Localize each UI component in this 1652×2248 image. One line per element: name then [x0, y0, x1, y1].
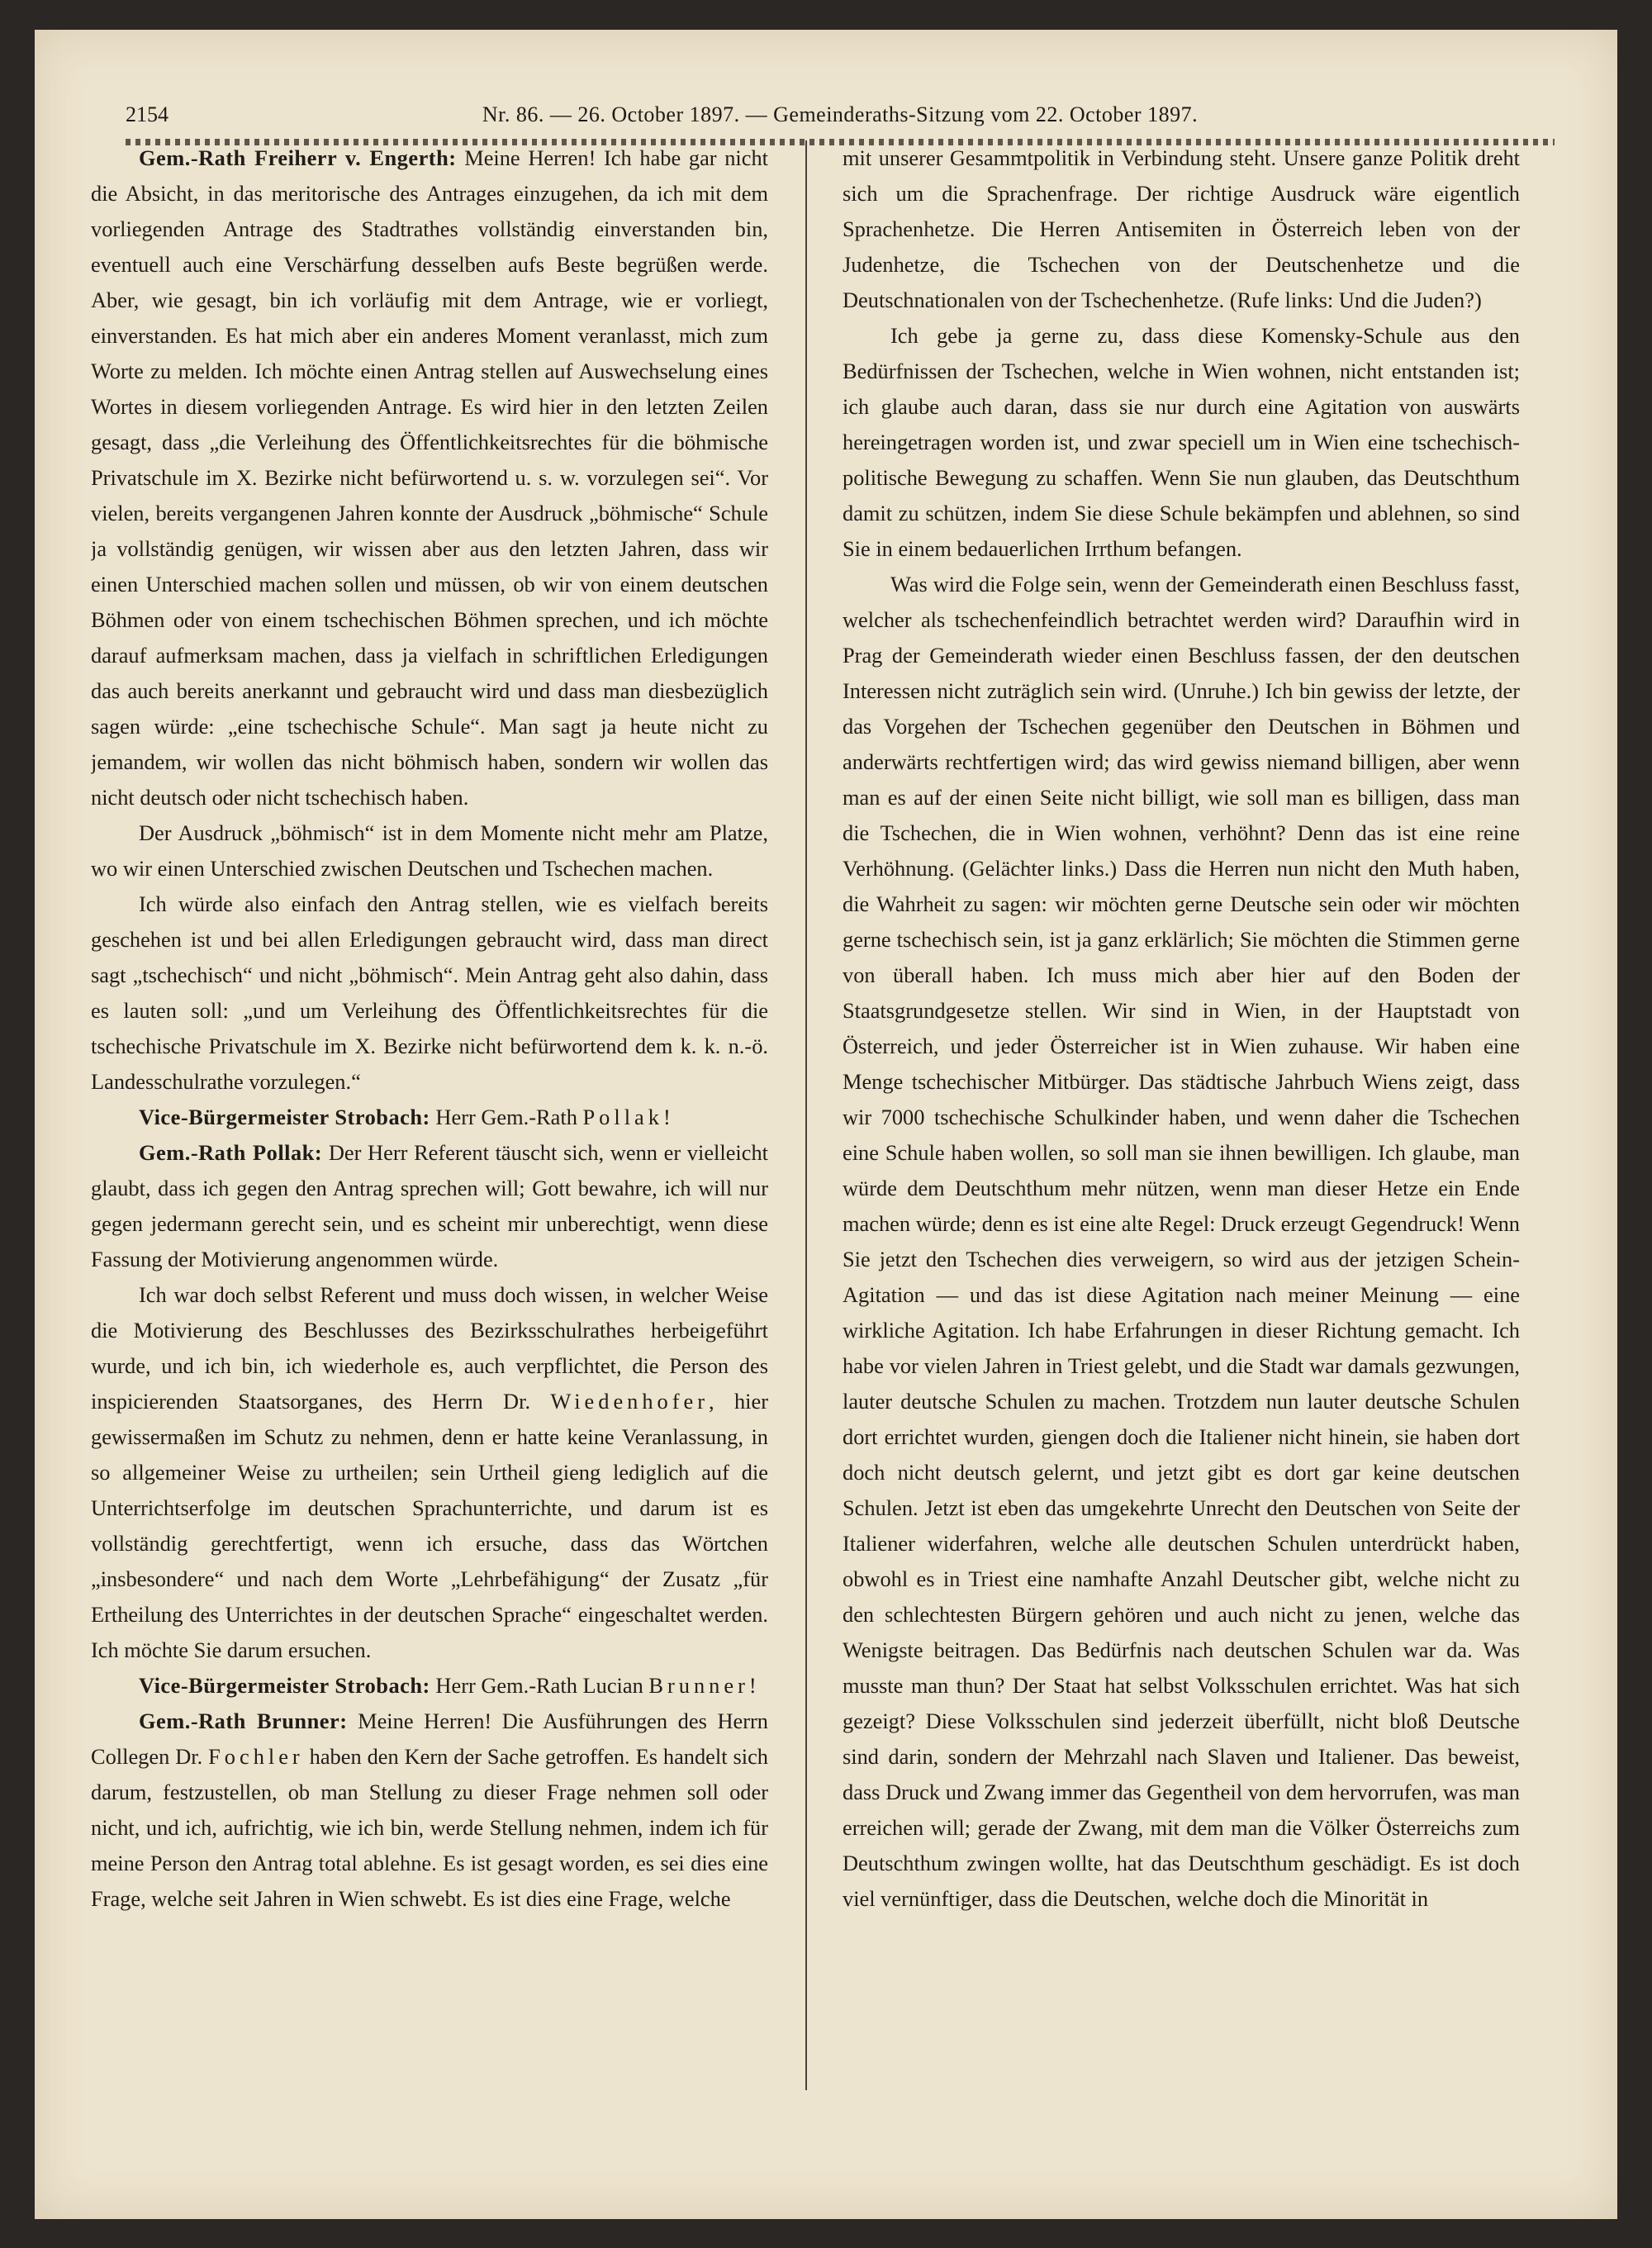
running-title: Nr. 86. — 26. October 1897. — Gemeinderaths-Sitzung vom 22. October 1897. — [482, 102, 1199, 126]
speaker-name: Gem.-Rath Brunner: — [139, 1709, 348, 1733]
paragraph-text: Der Herr Referent täuscht sich, wenn er vielleicht glaubt, dass ich gegen den Antrag sprechen will; Gott bewahre, ich will nur gegen jedermann gerecht sein, und es scheint mir unberechtigt, wenn diese Fassung der Motivierung angenommen würde. — [91, 1140, 768, 1271]
paragraph-text: Herr Gem.-Rath Lucian — [430, 1673, 649, 1698]
paragraph-komensky: Ich gebe ja gerne zu, dass diese Komensky-Schule aus den Bedürfnissen der Tschechen, welche in Wien wohnen, nicht entstanden ist; ich glaube auch daran, dass sie nur durch eine Agitation von auswärts hereingetragen worden ist, und zwar speciell um in Wien eine tschechisch-politische Bewegung zu schaffen. Wenn Sie nun glauben, das Deutschthum damit zu schützen, indem Sie diese Schule bekämpfen und ablehnen, so sind Sie in einem bedauerlichen Irrthum befangen. — [843, 323, 1520, 561]
column-divider — [805, 140, 807, 2090]
paragraph-text: haben den Kern der Sache getroffen. Es handelt sich darum, festzustellen, ob man Stellung zu dieser Frage nehmen soll oder nicht, und ich, aufrichtig, wie ich bin, werde Stellung nehmen, indem ich für meine Person den Antrag total ablehne. Es ist gesagt worden, es sei dies eine Frage, welche seit Jahren in Wien schwebt. Es ist dies eine Frage, welche — [91, 1744, 768, 1911]
paragraph-text: , hier gewissermaßen im Schutz zu nehmen, denn er hatte keine Veranlassung, in so allgemeiner Weise zu urtheilen; sein Urtheil gieng lediglich auf die Unterrichtserfolge im deutschen Sprachunterrichte, und darum ist es vollständig gerechtfertigt, wenn ich ersuche, dass das Wörtchen „insbesondere“ und nach dem Worte „Lehrbefähigung“ der Zusatz „für Ertheilung des Unterrichtes in der deutschen Sprache“ eingeschaltet werden. Ich möchte Sie darum ersuchen. — [91, 1389, 768, 1662]
paragraph-engerth — [91, 140, 768, 815]
spaced-name: Brunner! — [648, 1673, 761, 1698]
paragraph-text: Ich war doch selbst Referent und muss doch wissen, in welcher Weise die Motivierung des Beschlusses des Bezirksschulrathes herbeigeführt wurde, und ich bin, ich wiederhole es, auch verpflichtet, die Person des inspicierenden Staatsorganes, des Herrn Dr. — [91, 1282, 768, 1414]
paragraph-text: Herr Gem.-Rath — [430, 1105, 583, 1129]
paragraph-brunner — [91, 1704, 768, 1917]
paragraph-strobach-2 — [91, 1668, 768, 1704]
spaced-name: Pollak! — [582, 1105, 675, 1129]
page-header — [126, 88, 1555, 137]
paragraph-folge: Was wird die Folge sein, wenn der Gemeinderath einen Beschluss fasst, welcher als tschechenfeindlich betrachtet werden wird? Daraufhin wird in Prag der Gemeinderath wieder einen Beschluss fassen, der den deutschen Interessen nicht zuträglich sein wird. (Unruhe.) Ich bin gewiss der letzte, der das Vorgehen der Tschechen gegenüber den Deutschen in Böhmen und anderwärts rechtfertigen wird; das wird gewiss niemand billigen, aber wenn man es auf der einen Seite nicht billigt, wie soll man es billigen, dass man die Tschechen, die in Wien wohnen, verhöhnt? Denn das ist eine reine Verhöhnung. (Gelächter links.) Dass die Herren nun nicht den Muth haben, die Wahrheit zu sagen: wir möchten gerne Deutsche sein oder wir möchten gerne tschechisch sein, ist ja ganz erklärlich; Sie möchten die Stimmen gerne von überall haben. Ich muss mich aber hier auf den Boden der Staatsgrundgesetze stellen. Wir sind in Wien, in der Hauptstadt von Österreich, und jeder Österreicher ist in Wien zuhause. Wir haben eine Menge tschechischer Mitbürger. Das städtische Jahrbuch Wiens zeigt, dass wir 7000 tschechische Schulkinder haben, und wenn daher die Tschechen eine Schule haben wollen, so soll man sie ihnen bewilligen. Ich glaube, man würde dem Deutschthum mehr nützen, wenn man dieser Hetze ein Ende machen würde; denn es ist eine alte Regel: Druck erzeugt Gegendruck! Wenn Sie jetzt den Tschechen dies verweigern, so wird aus der jetzigen Schein-Agitation — und das ist diese Agitation nach meiner Meinung — eine wirkliche Agitation. Ich habe Erfahrungen in dieser Richtung gemacht. Ich habe vor vielen Jahren in Triest gelebt, und die Stadt war damals gezwungen, lauter deutsche Schulen zu machen. Trotzdem nun lauter deutsche Schulen dort errichtet wurden, giengen doch die Italiener nicht hinein, sie haben dort doch nicht deutsch gelernt, und jetzt gibt es dort gar keine deutschen Schulen. Jetzt ist eben das umgekehrte Unrecht den Deutschen von Seite der Italiener widerfahren, welche alle deutschen Schulen unterdrückt haben, obwohl es in Triest eine namhafte Anzahl Deutscher gibt, welche nicht zu den schlechtesten Bürgern gehören und auch nicht zu jenen, welche das Wenigste beitragen. Das Bedürfnis nach deutschen Schulen war da. Was musste man thun? Der Staat hat selbst Volksschulen errichtet. Was hat sich gezeigt? Diese Volksschulen sind jederzeit überfüllt, nicht bloß Deutsche sind darin, sondern der Mehrzahl nach Slaven und Italiener. Das beweist, dass Druck und Zwang immer das Gegentheil von dem hervorrufen, was man erreichen will; gerade der Zwang, mit dem man die Völker Österreichs zum Deutschthum zwingen wollte, hat das Deutschthum geschädigt. Es ist doch viel vernünftiger, dass die Deutschen, welche doch die Minorität in — [843, 572, 1520, 1911]
speaker-name: Vice-Bürgermeister Strobach: — [139, 1673, 430, 1698]
speaker-name: Gem.-Rath Pollak: — [139, 1140, 323, 1165]
paragraph-text: Meine Herren! Ich habe gar nicht die Absicht, in das meritorische des Antrages einzugehen, da ich mit dem vorliegenden Antrage des Stadtrathes vollständig einverstanden bin, eventuell auch eine Verschärfung desselben aufs Beste begrüßen werde. Aber, wie gesagt, bin ich vorläufig mit dem Antrage, wie er vorliegt, einverstanden. Es hat mich aber ein anderes Moment veranlasst, mich zum Worte zu melden. Ich möchte einen Antrag stellen auf Auswechselung eines Wortes in diesem vorliegenden Antrage. Es wird hier in den letzten Zeilen gesagt, dass „die Verleihung des Öffentlichkeitsrechtes für die böhmische Privatschule im X. Bezirke nicht befürwortend u. s. w. vorzulegen sei“. Vor vielen, bereits vergangenen Jahren konnte der Ausdruck „böhmische“ Schule ja vollständig genügen, wir wissen aber aus den letzten Jahren, dass wir einen Unterschied machen sollen und müssen, ob wir von einem deutschen Böhmen oder von einem tschechischen Böhmen sprechen, und ich möchte darauf aufmerksam machen, dass ja vielfach in schriftlichen Erledigungen das auch bereits anerkannt und gebraucht wird und dass man diesbezüglich sagen würde: „eine tschechische Schule“. Man sagt ja heute nicht zu jemandem, wir wollen das nicht böhmisch haben, sondern wir wollen das nicht deutsch oder nicht tschechisch haben. — [91, 145, 768, 810]
paragraph-ausdruck: Der Ausdruck „böhmisch“ ist in dem Momente nicht mehr am Platze, wo wir einen Unterschied zwischen Deutschen und Tschechen machen. — [91, 820, 768, 881]
paragraph-continuation: mit unserer Gesammtpolitik in Verbindung steht. Unsere ganze Politik dreht sich um die Sprachenfrage. Der richtige Ausdruck wäre eigentlich Sprachenhetze. Die Herren Antisemiten in Österreich leben von der Judenhetze, die Tschechen von der Deutschenhetze und die Deutschnationalen von der Tschechenhetze. (Rufe links: Und die Juden?) — [843, 145, 1520, 312]
spaced-name: Wiedenhofer — [550, 1389, 710, 1414]
text-columns — [91, 140, 1520, 2098]
paragraph-strobach-1 — [91, 1100, 768, 1135]
left-column — [91, 140, 768, 2098]
paragraph-referent — [91, 1277, 768, 1668]
paragraph-text: Meine Herren! Die Ausführungen des Herrn Collegen Dr. — [91, 1709, 768, 1769]
page-number: 2154 — [126, 102, 169, 126]
spaced-name: Fochler — [208, 1744, 304, 1769]
paragraph-pollak — [91, 1135, 768, 1277]
right-column — [843, 140, 1520, 2098]
paragraph-antrag: Ich würde also einfach den Antrag stellen, wie es vielfach bereits geschehen ist und bei allen Erledigungen gebraucht wird, dass man direct sagt „tschechisch“ und nicht „böhmisch“. Mein Antrag geht also dahin, dass es lauten soll: „und um Verleihung des Öffentlichkeitsrechtes für die tschechische Privatschule im X. Bezirke nicht befürwortend dem k. k. n.-ö. Landesschulrathe vorzulegen.“ — [91, 891, 768, 1094]
speaker-name: Vice-Bürgermeister Strobach: — [139, 1105, 430, 1129]
speaker-name: Gem.-Rath Freiherr v. Engerth: — [139, 145, 457, 170]
